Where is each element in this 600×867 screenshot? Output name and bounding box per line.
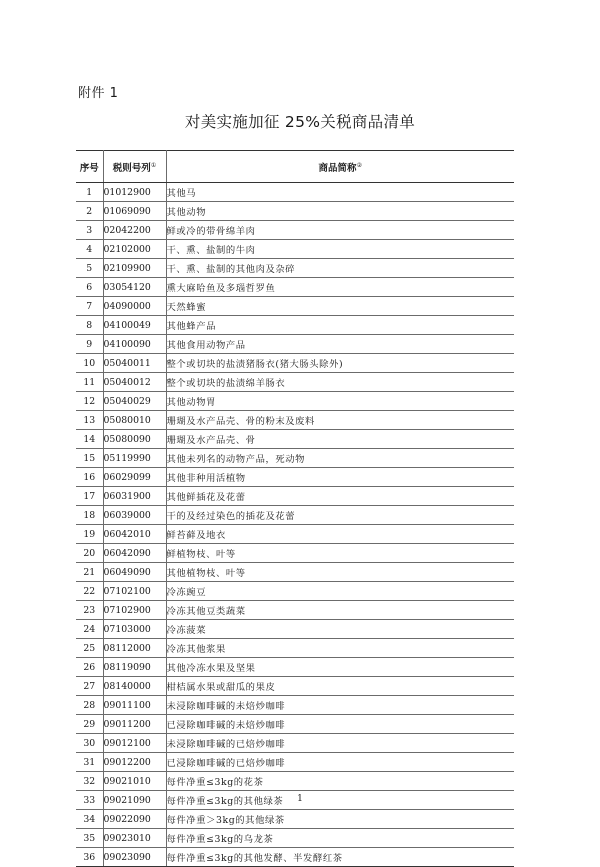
cell-serial-number: 32 [76, 772, 103, 791]
cell-product-name: 其他非种用活植物 [166, 468, 514, 487]
cell-serial-number: 18 [76, 506, 103, 525]
cell-tariff-code: 09021090 [103, 791, 166, 810]
cell-product-name: 天然蜂蜜 [166, 297, 514, 316]
table-row [76, 639, 514, 658]
table-row [76, 734, 514, 753]
cell-tariff-code: 09012200 [103, 753, 166, 772]
header-product-name: 商品简称② [166, 151, 514, 183]
table-row [76, 677, 514, 696]
table-row [76, 183, 514, 202]
table-row [76, 373, 514, 392]
cell-serial-number: 1 [76, 183, 103, 202]
cell-serial-number: 13 [76, 411, 103, 430]
cell-product-name: 整个或切块的盐渍绵羊肠衣 [166, 373, 514, 392]
cell-tariff-code: 07102900 [103, 601, 166, 620]
cell-product-name: 每件净重≤3kg的其他绿茶 [166, 791, 514, 810]
cell-tariff-code: 09011200 [103, 715, 166, 734]
cell-serial-number: 11 [76, 373, 103, 392]
cell-tariff-code: 05040012 [103, 373, 166, 392]
cell-product-name: 每件净重≤3kg的其他发酵、半发酵红茶 [166, 848, 514, 867]
table-row [76, 202, 514, 221]
cell-serial-number: 14 [76, 430, 103, 449]
table-row [76, 449, 514, 468]
cell-serial-number: 27 [76, 677, 103, 696]
cell-serial-number: 35 [76, 829, 103, 848]
table-row [76, 430, 514, 449]
cell-serial-number: 19 [76, 525, 103, 544]
table-row [76, 468, 514, 487]
table-row [76, 335, 514, 354]
cell-serial-number: 6 [76, 278, 103, 297]
header-serial-number: 序号 [76, 151, 103, 183]
cell-tariff-code: 09023010 [103, 829, 166, 848]
cell-tariff-code: 06042010 [103, 525, 166, 544]
footnote-marker: ① [150, 161, 157, 169]
table-row [76, 221, 514, 240]
table-row [76, 620, 514, 639]
cell-tariff-code: 05040011 [103, 354, 166, 373]
cell-serial-number: 31 [76, 753, 103, 772]
cell-tariff-code: 09022090 [103, 810, 166, 829]
cell-product-name: 未浸除咖啡碱的已焙炒咖啡 [166, 734, 514, 753]
cell-serial-number: 21 [76, 563, 103, 582]
cell-tariff-code: 09012100 [103, 734, 166, 753]
cell-product-name: 鲜或冷的带骨绵羊肉 [166, 221, 514, 240]
cell-product-name: 珊瑚及水产品壳、骨 [166, 430, 514, 449]
table-row [76, 278, 514, 297]
table-row [76, 601, 514, 620]
cell-serial-number: 15 [76, 449, 103, 468]
cell-product-name: 整个或切块的盐渍猪肠衣(猪大肠头除外) [166, 354, 514, 373]
cell-serial-number: 2 [76, 202, 103, 221]
cell-product-name: 其他动物 [166, 202, 514, 221]
cell-tariff-code: 06029099 [103, 468, 166, 487]
cell-tariff-code: 06031900 [103, 487, 166, 506]
cell-serial-number: 20 [76, 544, 103, 563]
table-row [76, 715, 514, 734]
cell-product-name: 已浸除咖啡碱的已焙炒咖啡 [166, 753, 514, 772]
table-row [76, 848, 514, 867]
table-row [76, 411, 514, 430]
cell-tariff-code: 09023090 [103, 848, 166, 867]
table-header-row [76, 151, 514, 183]
cell-tariff-code: 05040029 [103, 392, 166, 411]
cell-tariff-code: 08119090 [103, 658, 166, 677]
cell-product-name: 柑桔属水果或甜瓜的果皮 [166, 677, 514, 696]
table-row [76, 829, 514, 848]
cell-product-name: 干、熏、盐制的牛肉 [166, 240, 514, 259]
cell-product-name: 其他蜂产品 [166, 316, 514, 335]
cell-tariff-code: 06039000 [103, 506, 166, 525]
cell-product-name: 其他植物枝、叶等 [166, 563, 514, 582]
cell-product-name: 其他动物胃 [166, 392, 514, 411]
cell-serial-number: 33 [76, 791, 103, 810]
cell-serial-number: 30 [76, 734, 103, 753]
cell-tariff-code: 02042200 [103, 221, 166, 240]
cell-tariff-code: 06042090 [103, 544, 166, 563]
cell-serial-number: 29 [76, 715, 103, 734]
cell-tariff-code: 02109900 [103, 259, 166, 278]
table-row [76, 392, 514, 411]
table-row [76, 525, 514, 544]
cell-product-name: 干的及经过染色的插花及花蕾 [166, 506, 514, 525]
cell-serial-number: 22 [76, 582, 103, 601]
table-row [76, 810, 514, 829]
page-number: 1 [297, 794, 303, 804]
table-row [76, 506, 514, 525]
cell-serial-number: 24 [76, 620, 103, 639]
cell-serial-number: 28 [76, 696, 103, 715]
table-row [76, 753, 514, 772]
cell-serial-number: 3 [76, 221, 103, 240]
cell-product-name: 其他未列名的动物产品，死动物 [166, 449, 514, 468]
cell-product-name: 其他冷冻水果及坚果 [166, 658, 514, 677]
table-body [76, 183, 514, 867]
cell-tariff-code: 05119990 [103, 449, 166, 468]
page-title: 对美实施加征 25%关税商品清单 [184, 113, 416, 131]
cell-serial-number: 12 [76, 392, 103, 411]
table-row [76, 316, 514, 335]
cell-tariff-code: 02102000 [103, 240, 166, 259]
cell-product-name: 其他马 [166, 183, 514, 202]
cell-product-name: 其他鲜插花及花蕾 [166, 487, 514, 506]
cell-tariff-code: 01012900 [103, 183, 166, 202]
cell-tariff-code: 04090000 [103, 297, 166, 316]
table-row [76, 487, 514, 506]
table-row [76, 772, 514, 791]
cell-serial-number: 17 [76, 487, 103, 506]
cell-tariff-code: 04100049 [103, 316, 166, 335]
cell-tariff-code: 04100090 [103, 335, 166, 354]
table-row [76, 563, 514, 582]
cell-product-name: 冷冻其他浆果 [166, 639, 514, 658]
tariff-table [76, 150, 514, 867]
table-row [76, 354, 514, 373]
cell-serial-number: 10 [76, 354, 103, 373]
cell-serial-number: 8 [76, 316, 103, 335]
cell-product-name: 未浸除咖啡碱的未焙炒咖啡 [166, 696, 514, 715]
cell-product-name: 冷冻其他豆类蔬菜 [166, 601, 514, 620]
cell-product-name: 熏大麻哈鱼及多瑙哲罗鱼 [166, 278, 514, 297]
cell-tariff-code: 08112000 [103, 639, 166, 658]
cell-product-name: 每件净重＞3kg的其他绿茶 [166, 810, 514, 829]
cell-serial-number: 34 [76, 810, 103, 829]
cell-tariff-code: 01069090 [103, 202, 166, 221]
cell-tariff-code: 03054120 [103, 278, 166, 297]
cell-serial-number: 23 [76, 601, 103, 620]
cell-tariff-code: 08140000 [103, 677, 166, 696]
cell-product-name: 其他食用动物产品 [166, 335, 514, 354]
cell-tariff-code: 05080010 [103, 411, 166, 430]
cell-product-name: 冷冻豌豆 [166, 582, 514, 601]
cell-tariff-code: 07103000 [103, 620, 166, 639]
table-row [76, 582, 514, 601]
cell-serial-number: 16 [76, 468, 103, 487]
cell-serial-number: 26 [76, 658, 103, 677]
cell-product-name: 已浸除咖啡碱的未焙炒咖啡 [166, 715, 514, 734]
cell-product-name: 每件净重≤3kg的花茶 [166, 772, 514, 791]
cell-product-name: 珊瑚及水产品壳、骨的粉末及废料 [166, 411, 514, 430]
cell-product-name: 冷冻菠菜 [166, 620, 514, 639]
cell-tariff-code: 09021010 [103, 772, 166, 791]
table-row [76, 544, 514, 563]
table-row [76, 240, 514, 259]
table-row [76, 658, 514, 677]
footnote-marker: ② [356, 161, 362, 169]
cell-tariff-code: 06049090 [103, 563, 166, 582]
header-tariff-code: 税则号列① [103, 151, 166, 183]
table-row [76, 297, 514, 316]
cell-serial-number: 25 [76, 639, 103, 658]
cell-serial-number: 9 [76, 335, 103, 354]
cell-serial-number: 7 [76, 297, 103, 316]
cell-product-name: 鲜植物枝、叶等 [166, 544, 514, 563]
cell-product-name: 干、熏、盐制的其他肉及杂碎 [166, 259, 514, 278]
attachment-label: 附件 1 [78, 86, 119, 101]
cell-product-name: 鲜苔藓及地衣 [166, 525, 514, 544]
cell-serial-number: 36 [76, 848, 103, 867]
cell-tariff-code: 09011100 [103, 696, 166, 715]
cell-serial-number: 4 [76, 240, 103, 259]
cell-tariff-code: 05080090 [103, 430, 166, 449]
table-row [76, 259, 514, 278]
table-row [76, 696, 514, 715]
cell-tariff-code: 07102100 [103, 582, 166, 601]
cell-serial-number: 5 [76, 259, 103, 278]
cell-product-name: 每件净重≤3kg的乌龙茶 [166, 829, 514, 848]
